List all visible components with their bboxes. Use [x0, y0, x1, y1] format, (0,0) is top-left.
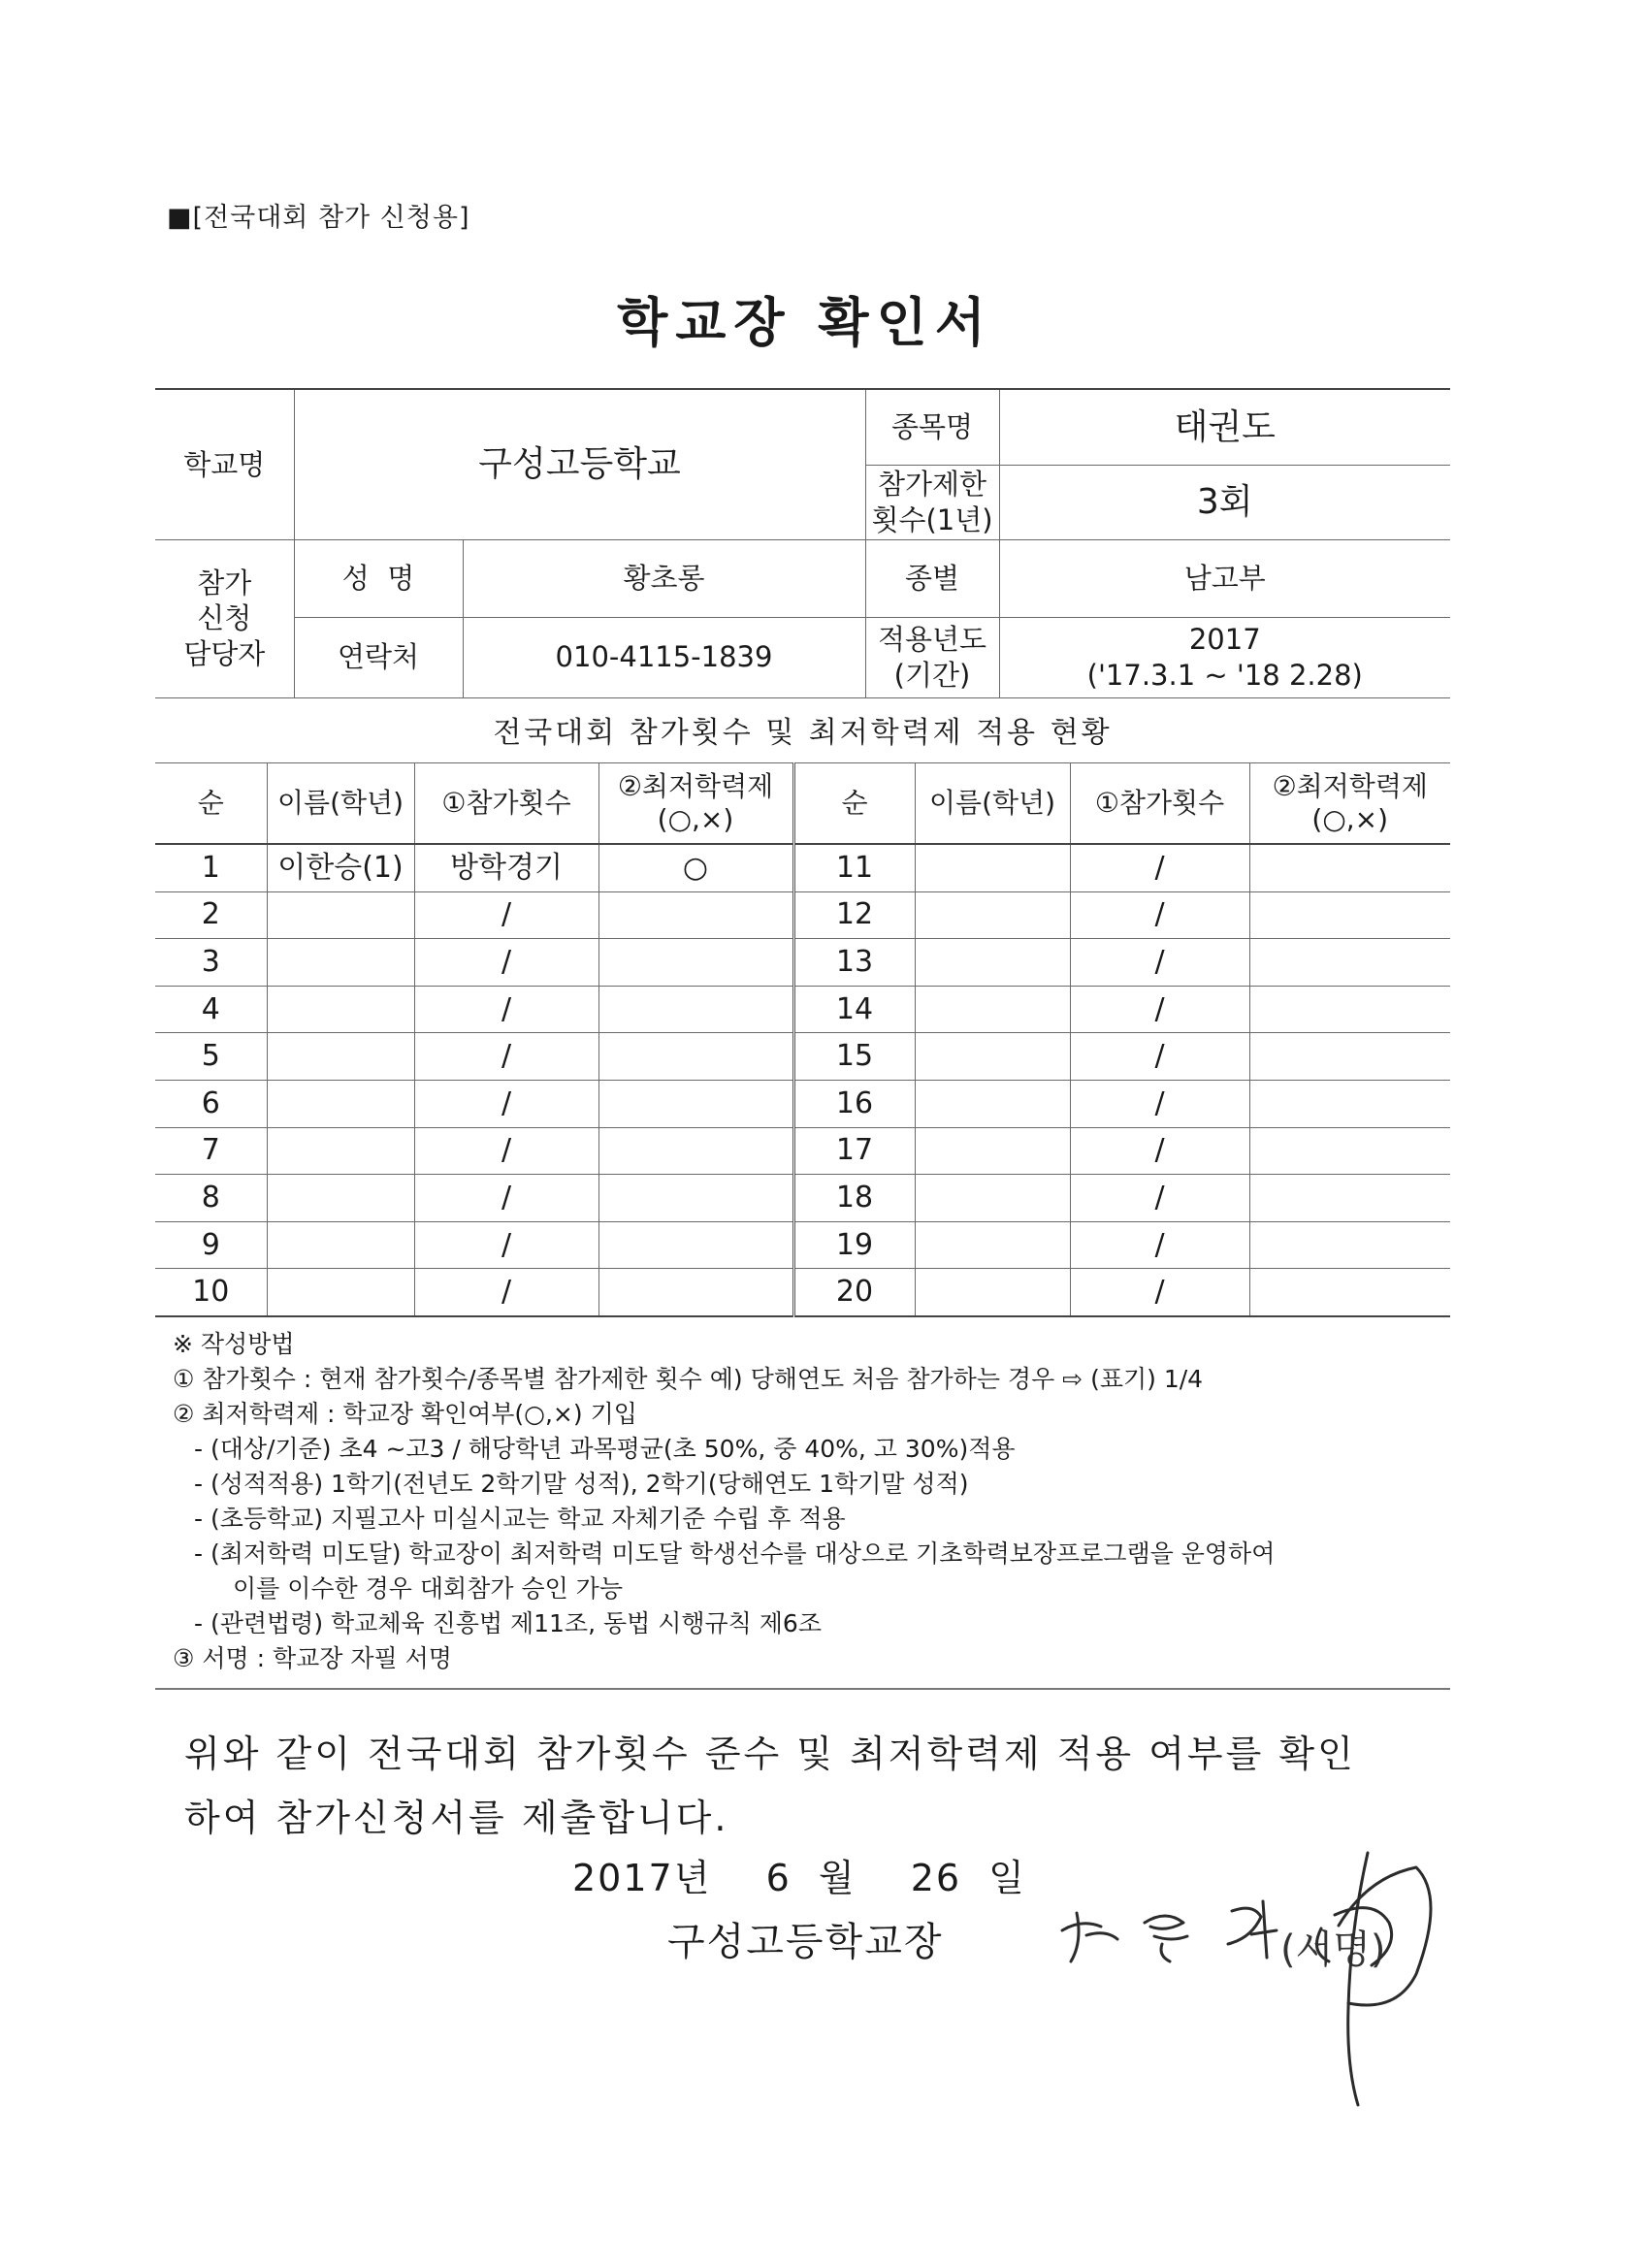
row-name-right	[915, 1269, 1070, 1316]
table-row	[155, 939, 1450, 987]
instruction-line: - (성적적용) 1학기(전년도 2학기말 성적), 2학기(당해연도 1학기말 성적)	[194, 1470, 969, 1498]
row-count-right: /	[1070, 1269, 1249, 1316]
principal-title: 구성고등학교장	[667, 1920, 944, 1964]
row-no: 1	[155, 844, 267, 891]
manager-name-label: 성 명	[294, 539, 463, 617]
division-label: 종별	[865, 539, 999, 617]
row-min-score	[598, 1221, 793, 1269]
row-min-score	[598, 939, 793, 987]
row-name	[267, 1033, 414, 1081]
row-no-right: 19	[793, 1221, 915, 1269]
table-row	[155, 1127, 1450, 1175]
table-row	[155, 986, 1450, 1033]
row-count: /	[414, 1127, 598, 1175]
table-row	[155, 1175, 1450, 1222]
row-name	[267, 1127, 414, 1175]
row-name	[267, 1175, 414, 1222]
divider	[155, 1688, 1450, 1690]
contact-label: 연락처	[294, 617, 463, 697]
header-min-score-line1: ②최저학력제	[617, 770, 774, 803]
apply-year-label	[865, 617, 999, 697]
instruction-line: ② 최저학력제 : 학교장 확인여부(○,×) 기입	[173, 1400, 637, 1428]
school-name-label: 학교명	[155, 389, 294, 539]
row-no-right: 11	[793, 844, 915, 891]
row-min-score	[598, 1269, 793, 1316]
manager-label-line1: 참가	[197, 567, 252, 600]
row-min-score-right	[1249, 1269, 1450, 1316]
header-name: 이름(학년)	[267, 763, 414, 845]
row-name-right	[915, 844, 1070, 891]
row-name	[267, 986, 414, 1033]
row-no: 6	[155, 1080, 267, 1127]
header-no-right: 순	[793, 763, 915, 845]
header-name-right: 이름(학년)	[915, 763, 1070, 845]
row-count: /	[414, 1269, 598, 1316]
row-count-right: /	[1070, 1033, 1249, 1081]
row-min-score-right	[1249, 939, 1450, 987]
row-name-right	[915, 939, 1070, 987]
row-no-right: 12	[793, 891, 915, 939]
instruction-line: 이를 이수한 경우 대회참가 승인 가능	[233, 1574, 623, 1603]
row-min-score	[598, 1033, 793, 1081]
row-count-right: /	[1070, 844, 1249, 891]
handwritten-signature	[1048, 1843, 1455, 2134]
row-count: /	[414, 939, 598, 987]
manager-label	[155, 539, 294, 697]
row-no-right: 16	[793, 1080, 915, 1127]
instructions-heading: ※ 작성방법	[173, 1330, 295, 1358]
row-name-right	[915, 891, 1070, 939]
header-min-score-right-line1: ②최저학력제	[1272, 770, 1428, 803]
row-min-score	[598, 1127, 793, 1175]
entry-limit-value: 3회	[999, 465, 1450, 539]
row-no: 3	[155, 939, 267, 987]
confirmation-text	[184, 1722, 1465, 1850]
signature-label: (서명)	[1280, 1928, 1386, 1972]
row-count-right: /	[1070, 986, 1249, 1033]
document-title: 학교장 확인서	[617, 292, 993, 353]
row-min-score-right	[1249, 986, 1450, 1033]
signing-date: 2017년 6 월 26 일	[572, 1857, 1026, 1899]
apply-year-value-line2: ('17.3.1 ~ '18 2.28)	[1086, 658, 1363, 692]
row-min-score-right	[1249, 1221, 1450, 1269]
row-name	[267, 939, 414, 987]
entry-limit-label-line1: 참가제한	[877, 468, 987, 502]
row-min-score-right	[1249, 1033, 1450, 1081]
instruction-line: - (초등학교) 지필고사 미실시교는 학교 자체기준 수립 후 적용	[194, 1505, 846, 1533]
row-count: /	[414, 1033, 598, 1081]
row-no: 5	[155, 1033, 267, 1081]
school-info-table	[155, 388, 1450, 698]
apply-year-label-line2: (기간)	[893, 658, 971, 692]
table-row	[155, 1221, 1450, 1269]
row-min-score	[598, 1080, 793, 1127]
row-count: /	[414, 1080, 598, 1127]
row-min-score-right	[1249, 1080, 1450, 1127]
row-count-right: /	[1070, 939, 1249, 987]
row-name: 이한승(1)	[267, 844, 414, 891]
header-count-right: ①참가횟수	[1070, 763, 1249, 845]
instruction-line: - (대상/기준) 초4 ~고3 / 해당학년 과목평균(초 50%, 중 40%, 고 30%)적용	[194, 1435, 1016, 1463]
manager-name-value: 황초롱	[463, 539, 865, 617]
manager-label-line2: 신청	[197, 601, 252, 635]
apply-year-value	[999, 617, 1450, 697]
row-count: 방학경기	[414, 844, 598, 891]
row-min-score	[598, 1175, 793, 1222]
apply-year-label-line1: 적용년도	[877, 623, 987, 657]
table-row	[155, 891, 1450, 939]
row-min-score-right	[1249, 1127, 1450, 1175]
manager-label-line3: 담당자	[183, 636, 266, 670]
row-no-right: 15	[793, 1033, 915, 1081]
sport-label: 종목명	[865, 389, 999, 465]
row-min-score	[598, 986, 793, 1033]
table-row	[155, 1033, 1450, 1081]
header-min-score-line2: (○,×)	[657, 803, 734, 835]
instructions	[173, 1327, 1453, 1676]
row-count-right: /	[1070, 1127, 1249, 1175]
entry-limit-label-line2: 횟수(1년)	[871, 502, 993, 536]
row-name-right	[915, 1221, 1070, 1269]
row-count: /	[414, 1175, 598, 1222]
row-no: 10	[155, 1269, 267, 1316]
row-name	[267, 891, 414, 939]
row-no-right: 20	[793, 1269, 915, 1316]
row-name	[267, 1221, 414, 1269]
row-no-right: 14	[793, 986, 915, 1033]
table-row	[155, 1269, 1450, 1316]
row-no-right: 17	[793, 1127, 915, 1175]
row-min-score: ○	[598, 844, 793, 891]
table-header-row	[155, 763, 1450, 845]
header-min-score-right-line2: (○,×)	[1311, 803, 1389, 835]
row-name	[267, 1080, 414, 1127]
row-min-score	[598, 891, 793, 939]
instruction-line: ③ 서명 : 학교장 자필 서명	[173, 1644, 452, 1672]
row-no-right: 13	[793, 939, 915, 987]
table-row	[155, 844, 1450, 891]
row-no: 7	[155, 1127, 267, 1175]
instruction-line: - (최저학력 미도달) 학교장이 최저학력 미도달 학생선수를 대상으로 기초학력보장프로그램을 운영하여	[194, 1539, 1276, 1568]
row-name-right	[915, 1175, 1070, 1222]
row-count: /	[414, 986, 598, 1033]
row-count: /	[414, 891, 598, 939]
row-name-right	[915, 1127, 1070, 1175]
row-count-right: /	[1070, 1221, 1249, 1269]
row-no-right: 18	[793, 1175, 915, 1222]
row-count-right: /	[1070, 1175, 1249, 1222]
row-name	[267, 1269, 414, 1316]
row-count: /	[414, 1221, 598, 1269]
confirmation-line2: 하여 참가신청서를 제출합니다.	[184, 1797, 729, 1839]
entry-limit-label	[865, 465, 999, 539]
row-count-right: /	[1070, 891, 1249, 939]
participation-table	[155, 762, 1450, 1317]
sport-value: 태권도	[999, 389, 1450, 465]
row-no: 9	[155, 1221, 267, 1269]
header-min-score	[598, 763, 793, 845]
row-count-right: /	[1070, 1080, 1249, 1127]
row-min-score-right	[1249, 891, 1450, 939]
row-no: 2	[155, 891, 267, 939]
instruction-line: ① 참가횟수 : 현재 참가횟수/종목별 참가제한 횟수 예) 당해연도 처음 참가하는 경우 ⇨ (표기) 1/4	[173, 1365, 1204, 1393]
header-min-score-right	[1249, 763, 1450, 845]
header-count: ①참가횟수	[414, 763, 598, 845]
confirmation-line1: 위와 같이 전국대회 참가횟수 준수 및 최저학력제 적용 여부를 확인	[184, 1733, 1356, 1775]
row-min-score-right	[1249, 1175, 1450, 1222]
row-no: 8	[155, 1175, 267, 1222]
apply-year-value-line1: 2017	[1188, 623, 1261, 657]
row-name-right	[915, 1080, 1070, 1127]
division-value: 남고부	[999, 539, 1450, 617]
form-type-tag: ■[전국대회 참가 신청용]	[167, 203, 470, 233]
row-min-score-right	[1249, 844, 1450, 891]
contact-value: 010-4115-1839	[463, 617, 865, 697]
row-name-right	[915, 986, 1070, 1033]
row-no: 4	[155, 986, 267, 1033]
school-name-value: 구성고등학교	[294, 389, 865, 539]
row-name-right	[915, 1033, 1070, 1081]
header-no: 순	[155, 763, 267, 845]
table-row	[155, 1080, 1450, 1127]
instruction-line: - (관련법령) 학교체육 진흥법 제11조, 동법 시행규칙 제6조	[194, 1609, 822, 1637]
section-title: 전국대회 참가횟수 및 최저학력제 적용 현황	[493, 716, 1113, 750]
